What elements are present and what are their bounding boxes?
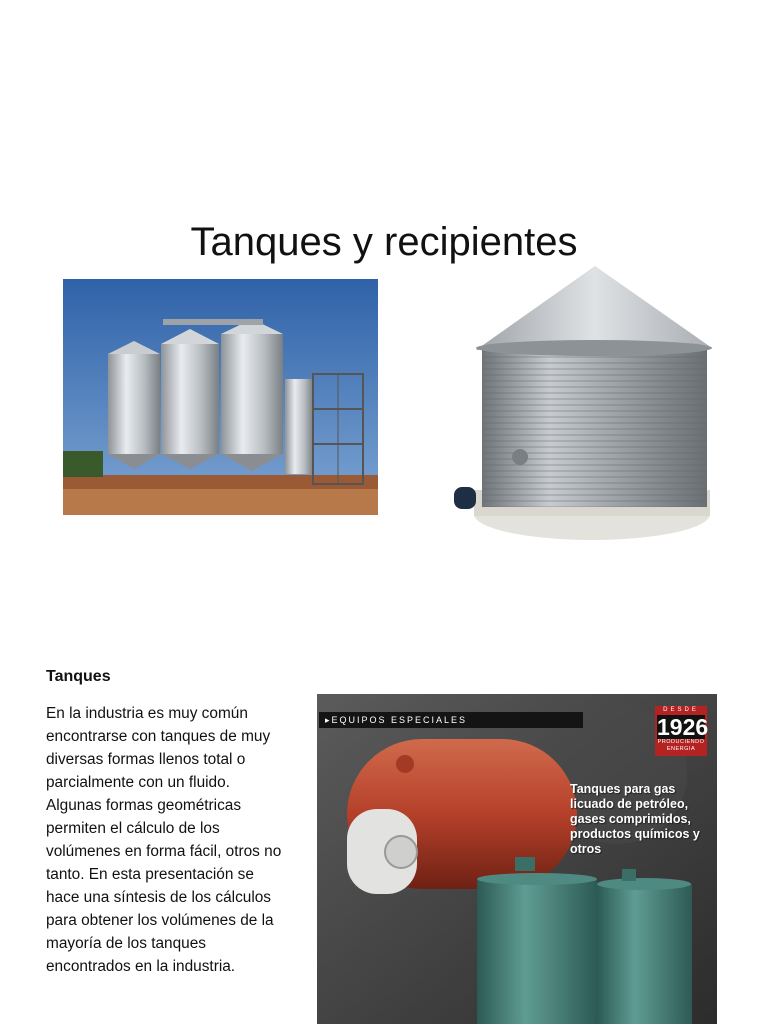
badge-year: 1926 — [657, 714, 709, 740]
grain-bin-photo — [450, 262, 715, 547]
badge-top-text: DESDE — [663, 707, 699, 713]
ad-category-bar: ▸EQUIPOS ESPECIALES — [319, 712, 583, 728]
slide-title: Tanques y recipientes — [190, 220, 578, 264]
badge-bottom-text: PRODUCIENDO ENERGIA — [657, 739, 705, 752]
tanks-advertisement — [317, 694, 717, 1024]
section-heading: Tanques — [46, 668, 111, 685]
ad-caption: Tanques para gas licuado de petróleo, gases comprimidos, productos químicos y otros — [570, 782, 700, 856]
section-body: En la industria es muy común encontrarse con tanques de muy diversas formas llenos total o parcialmente con un fluido. Algunas formas geométricas permiten el cálculo de los volúmenes en forma fácil, otros no tanto. En esta presentación se hace una síntesis de los cálculos para obtener los volúmenes de la mayoría de los tanques encontrados en la industria. — [46, 705, 282, 975]
silos-photo — [63, 279, 378, 515]
since-1926-badge — [655, 706, 707, 756]
